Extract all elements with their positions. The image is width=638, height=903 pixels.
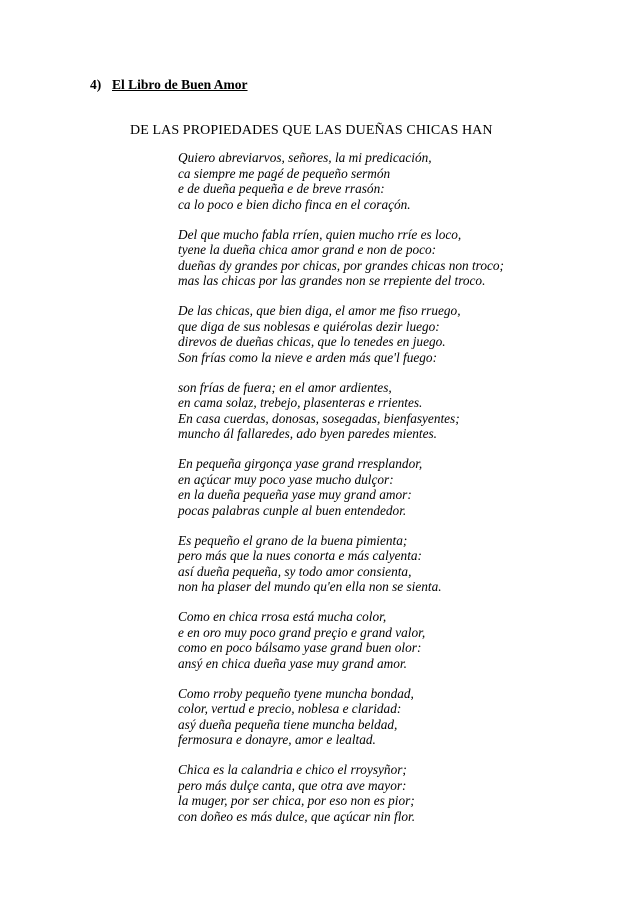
poem-line: Chica es la calandria e chico el rroysyñor; <box>178 762 407 777</box>
poem-body <box>178 150 618 839</box>
poem-line: así dueña pequeña, sy todo amor consienta, <box>178 563 412 579</box>
poem-line: en la dueña pequeña yase muy grand amor: <box>178 487 412 502</box>
poem-line: asý dueña pequeña tiene muncha beldad, <box>178 716 398 732</box>
poem-line: direvos de dueñas chicas, que lo tenedes en juego. <box>178 334 446 349</box>
poem-stanza <box>178 456 618 518</box>
poem-line: Son frías como la nieve e arden más que'l fuego: <box>178 349 438 365</box>
poem-line: que diga de sus noblesas e quiérolas dezir luego: <box>178 318 440 334</box>
poem-line: muncho ál fallaredes, ado byen paredes mientes. <box>178 426 437 441</box>
poem-stanza <box>178 380 618 442</box>
poem-line: De las chicas, que bien diga, el amor me fiso rruego, <box>178 303 461 318</box>
poem-line: Como rroby pequeño tyene muncha bondad, <box>178 685 414 701</box>
poem-line: Como en chica rrosa está mucha color, <box>178 609 387 624</box>
poem-stanza <box>178 150 618 212</box>
poem-line: En pequeña girgonça yase grand rresplandor, <box>178 456 423 471</box>
section-heading <box>90 77 248 93</box>
poem-line: fermosura e donayre, amor e lealtad. <box>178 732 376 747</box>
section-title: El Libro de Buen Amor <box>112 77 248 92</box>
poem-line: son frías de fuera; en el amor ardientes, <box>178 379 392 395</box>
poem-stanza <box>178 227 618 289</box>
poem-stanza <box>178 762 618 824</box>
poem-line: en cama solaz, trebejo, plasenteras e rrientes. <box>178 395 423 410</box>
poem-line: dueñas dy grandes por chicas, por grandes chicas non troco; <box>178 257 504 273</box>
poem-line: en açúcar muy poco yase mucho dulçor: <box>178 471 394 487</box>
poem-line: tyene la dueña chica amor grand e non de poco: <box>178 242 437 257</box>
poem-line: la muger, por ser chica, por eso non es pior; <box>178 793 415 808</box>
poem-stanza <box>178 303 618 365</box>
section-number: 4) <box>90 77 102 92</box>
poem-line: e de dueña pequeña e de breve rrasón: <box>178 181 385 196</box>
poem-stanza <box>178 609 618 671</box>
poem-line: pocas palabras cunple al buen entendedor. <box>178 502 407 518</box>
poem-line: Del que mucho fabla rríen, quien mucho rríe es loco, <box>178 226 462 242</box>
poem-line: mas las chicas por las grandes non se rrepiente del troco. <box>178 273 486 288</box>
poem-line: ca lo poco e bien dicho finca en el coraçón. <box>178 196 411 212</box>
poem-line: non ha plaser del mundo qu'en ella non se sienta. <box>178 579 442 594</box>
poem-line: color, vertud e precio, noblesa e claridad: <box>178 701 402 716</box>
poem-line: pero más dulçe canta, que otra ave mayor: <box>178 777 407 793</box>
poem-line: e en oro muy poco grand preçio e grand valor, <box>178 624 426 640</box>
poem-line: En casa cuerdas, donosas, sosegadas, bienfasyentes; <box>178 410 460 426</box>
poem-subheading: DE LAS PROPIEDADES QUE LAS DUEÑAS CHICAS HAN <box>130 123 493 138</box>
poem-stanza <box>178 533 618 595</box>
poem-line: pero más que la nues conorta e más calyenta: <box>178 548 422 563</box>
poem-line: Es pequeño el grano de la buena pimienta; <box>178 532 408 548</box>
poem-line: ansý en chica dueña yase muy grand amor. <box>178 655 407 671</box>
poem-line: con doñeo es más dulce, que açúcar nin flor. <box>178 808 416 824</box>
poem-stanza <box>178 686 618 748</box>
poem-line: como en poco bálsamo yase grand buen olor: <box>178 640 422 655</box>
poem-line: Quiero abreviarvos, señores, la mi predicación, <box>178 150 432 165</box>
poem-line: ca siempre me pagé de pequeño sermón <box>178 165 391 181</box>
